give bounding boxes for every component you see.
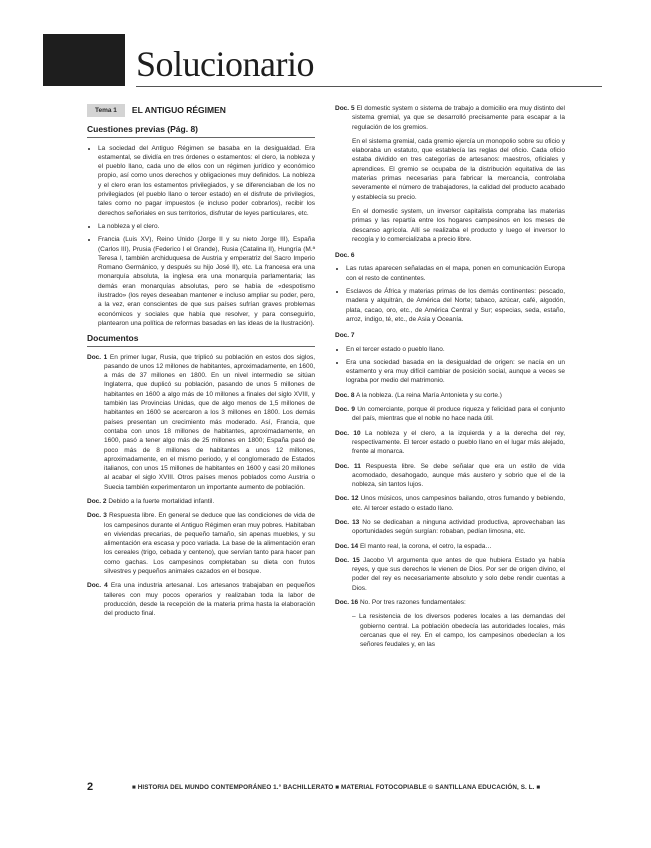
list-item: • Era una sociedad basada en la desigualdad de origen: se nacía en un estamento y era muy difícil cambiar de posición social, aunque a veces se lograba por medio del matrimonio. (346, 358, 565, 386)
doc-text: Era una industria artesanal. Los artesanos trabajaban en pequeños talleres con muy pocos operarios y realizaban toda la labor de producción, desde la recepción de la materia prima hasta la elaboración del producto final. (104, 582, 315, 618)
doc-label: Doc. 12 (335, 495, 359, 503)
doc-text: No. Por tres razones fundamentales: (359, 599, 466, 607)
doc-text: En primer lugar, Rusia, que triplicó su población en estos dos siglos, pasando de unos 12 millones de habitantes, aproximadamente, en 1600, a más de 37 millones en 1800. En un nivel intermedio se sitúan Inglaterra, que duplicó su población, pasando de unos 5 millones de habitantes en 1600 a algo más de 10 millones a finales del siglo XVIII, y también las Provincias Unidas, que de algo menos de 1,5 millones de habitantes en 1600 se acercaron a los 3 millones en 1800. Los demás países presentan un crecimiento más moderado. Así, Francia, que contaba con unos 18 millones de habitantes, aproximadamente, en 1600, pasó a tener algo más de 25 millones en 1800; España pasó de poco más de 8 millones de habitantes a unos 12 millones, aproximadamente, en el mismo periodo, y el conglomerado de Estados italianos, con unos 15 millones de habitantes en 1600 y casi 20 millones al acabar el siglo XVIII. Otros países menos poblados como Austria o Suecia también experimentaron un importante aumento de población. (104, 353, 315, 491)
doc-label: Doc. 9 (335, 406, 355, 414)
doc-label: Doc. 3 (87, 512, 107, 520)
doc-text: Respuesta libre. Se debe señalar que era un estilo de vida acomodado, desahogado, aunque más austero y sobrio que el de la nobleza, sin tantos lujos. (352, 462, 566, 489)
doc-text: A la nobleza. (La reina María Antonieta y su corte.) (355, 391, 502, 399)
doc-entry (335, 391, 565, 400)
doc-label: Doc. 15 (335, 556, 360, 564)
doc7-list (335, 345, 565, 386)
doc-entry (87, 497, 315, 506)
doc-label: Doc. 16 (335, 599, 359, 607)
doc-entry (335, 494, 565, 513)
doc-entry (335, 556, 565, 593)
doc-entry (335, 542, 565, 551)
page-number: 2 (87, 781, 94, 793)
theme-header (87, 104, 315, 117)
doc-entry (335, 462, 565, 490)
doc-text: La resistencia de los diversos poderes locales a las demandas del gobierno central. La población obedecía las autoridades locales, más cercanas que el rey. En el campo, los campesinos obedecían a los señores feudales y, en las (358, 613, 565, 649)
doc-entry (87, 581, 315, 618)
doc-label: Doc. 1 (87, 353, 108, 361)
header-divider (136, 86, 602, 87)
doc-text: La nobleza y el clero, a la izquierda y a la derecha del rey, respectivamente. El tercer estado o pueblo llano en el lugar más alejado, frente al monarca. (352, 429, 566, 456)
doc-text: Un comerciante, porque él produce riqueza y felicidad para el conjunto del país, mientras que el noble no hace nada útil. (352, 406, 565, 423)
doc-entry (335, 518, 565, 537)
theme-tag: Tema 1 (87, 104, 125, 117)
page-title: Solucionario (136, 44, 314, 84)
header-black-block (43, 34, 125, 86)
section-heading-documentos: Documentos (87, 334, 315, 346)
doc-label: Doc. 8 (335, 391, 355, 399)
list-item: • Esclavos de África y materias primas de los demás continentes: pescado, madera y alquitrán, de América del Norte; tabaco, azúcar, café, algodón, plata, cacao, oro, etc., de América Central y Sur; especias, seda, estaño, arroz, índigo, té, etc., de Asia y Oceanía. (346, 287, 565, 324)
list-item: – La resistencia de los diversos poderes locales a las demandas del gobierno central. La población obedecía las autoridades locales, más cercanas que el rey. En el campo, los campesinos obedecían a los señores feudales y, en las (352, 613, 565, 649)
doc-paragraph: En el domestic system, un inversor capitalista compraba las materias primas y las repartía entre los hogares campesinos en los meses de descanso agrícola. Allí se realizaba el producto y luego el inversor lo recogía y lo comercializaba a precio libre. (352, 207, 565, 243)
list-item: • La sociedad del Antiguo Régimen se basaba en la desigualdad. Era estamental, se dividía en tres órdenes o estamentos: el clero, la nobleza y el pueblo llano, cada uno de ellos con un régimen jurídico y económico propio, así como unos derechos y obligaciones muy definidos. La nobleza y el clero eran los estamentos privilegiados, y se diferenciaban de los no privilegiados (el pueblo llano o tercer estado) en el disfrute de privilegios, tales como no pagar impuestos (e incluso poder cobrarlos), recibir los derechos señoriales en sus territorios, disfrutar de leyes particulares, etc. (98, 144, 315, 218)
previas-list (87, 144, 315, 329)
doc-text: No se dedicaban a ninguna actividad productiva, aprovechaban las oportunidades según surgían: robaban, pedían limosna, etc. (352, 518, 565, 536)
doc-heading: Doc. 6 (335, 252, 355, 260)
doc-label: Doc. 11 (335, 462, 361, 470)
list-item: • En el tercer estado o pueblo llano. (346, 345, 565, 354)
theme-title: EL ANTIGUO RÉGIMEN (131, 105, 226, 115)
doc-entry (335, 429, 565, 457)
doc-text: Debido a la fuerte mortalidad infantil. (108, 497, 215, 505)
list-item: • Francia (Luis XV), Reino Unido (Jorge II y su nieto Jorge III), España (Carlos III), Prusia (Federico I el Grande), Rusia (Catalina II), Hungría (M.ª Teresa I, también archiduquesa de Austria y emperatriz del Sacro Imperio Romano Germánico, y después su hijo José II), etc. La francesa era una monarquía absoluta, la inglesa era una monarquía parlamentaria; las demás eran monarquías absolutas, pero se había de «despotismo ilustrado» (los reyes deseaban mantener e incluso ampliar su poder, pero, a la vez, eran conscientes de que sus países sufrían graves problemas económicos y sociales que había que resolver, y para conseguirlo, plantearon una política de reformas basadas en las ideas de la Ilustración). (98, 235, 315, 328)
doc-entry (335, 405, 565, 424)
doc-entry (335, 598, 565, 607)
doc-paragraph: En el sistema gremial, cada gremio ejercía un monopolio sobre su oficio y elaboraba un estatuto, que establecía las reglas del oficio. Cada oficio estaba dividido en tres categorías de artesanos: maestros, oficiales y aprendices. El gremio se ocupaba de la distribución equitativa de las materias primas necesarias para fabricar la mercancía, controlaba severamente el número de trabajadores, la calidad del producto acabado y establecía su precio. (352, 137, 565, 201)
doc6-list (335, 264, 565, 324)
doc-entry (87, 511, 315, 576)
doc-label: Doc. 13 (335, 518, 360, 526)
doc-label: Doc. 4 (87, 582, 108, 590)
doc-label: Doc. 2 (87, 497, 107, 505)
footer-text: ■ HISTORIA DEL MUNDO CONTEMPORÁNEO 1.° BACHILLERATO ■ MATERIAL FOTOCOPIABLE © SANTILLANA EDUCACIÓN, S. L. ■ (132, 784, 541, 791)
doc-label: Doc. 14 (335, 542, 359, 550)
list-item: • Las rutas aparecen señaladas en el mapa, ponen en comunicación Europa con el resto de continentes. (346, 264, 565, 283)
section-heading-previas: Cuestiones previas (Pág. 8) (87, 125, 315, 137)
doc-text: Jacobo VI argumenta que antes de que hubiera Estado ya había reyes, y que sus derechos le vienen de Dios. Por ser de origen divino, el poder del rey es necesariamente absoluto y solo debe rendir cuentas a Dios. (352, 556, 565, 592)
left-column (87, 104, 315, 624)
right-column (335, 104, 565, 650)
doc-text: Respuesta libre. En general se deduce que las condiciones de vida de los campesinos durante el Antiguo Régimen eran muy pobres. Habitaban en viviendas precarias, de pequeño tamaño, sin apenas muebles, y su alimentación era escasa y poco variada. La base de la alimentación eran los cereales (trigo, cebada y centeno), que servían tanto para hacer pan como gachas. Los campesinos completaban su dieta con frutos silvestres y pequeños animales cazados en el bosque. (104, 512, 316, 576)
doc-text: El domestic system o sistema de trabajo a domicilio era muy distinto del sistema gremial, ya que se desarrolló precisamente para escapar a la regulación de los gremios. (352, 105, 565, 131)
doc-label: Doc. 10 (335, 429, 361, 437)
doc-entry (335, 104, 565, 132)
doc-text: El manto real, la corona, el cetro, la espada… (359, 542, 492, 550)
doc-heading: Doc. 7 (335, 332, 355, 340)
doc-label: Doc. 5 (335, 105, 355, 112)
doc-text: Unos músicos, unos campesinos bailando, otros fumando y bebiendo, etc. Al tercer estado o estado llano. (352, 495, 566, 512)
list-item: • La nobleza y el clero. (98, 222, 315, 231)
doc-entry (87, 353, 315, 492)
doc16-sublist (335, 612, 565, 649)
